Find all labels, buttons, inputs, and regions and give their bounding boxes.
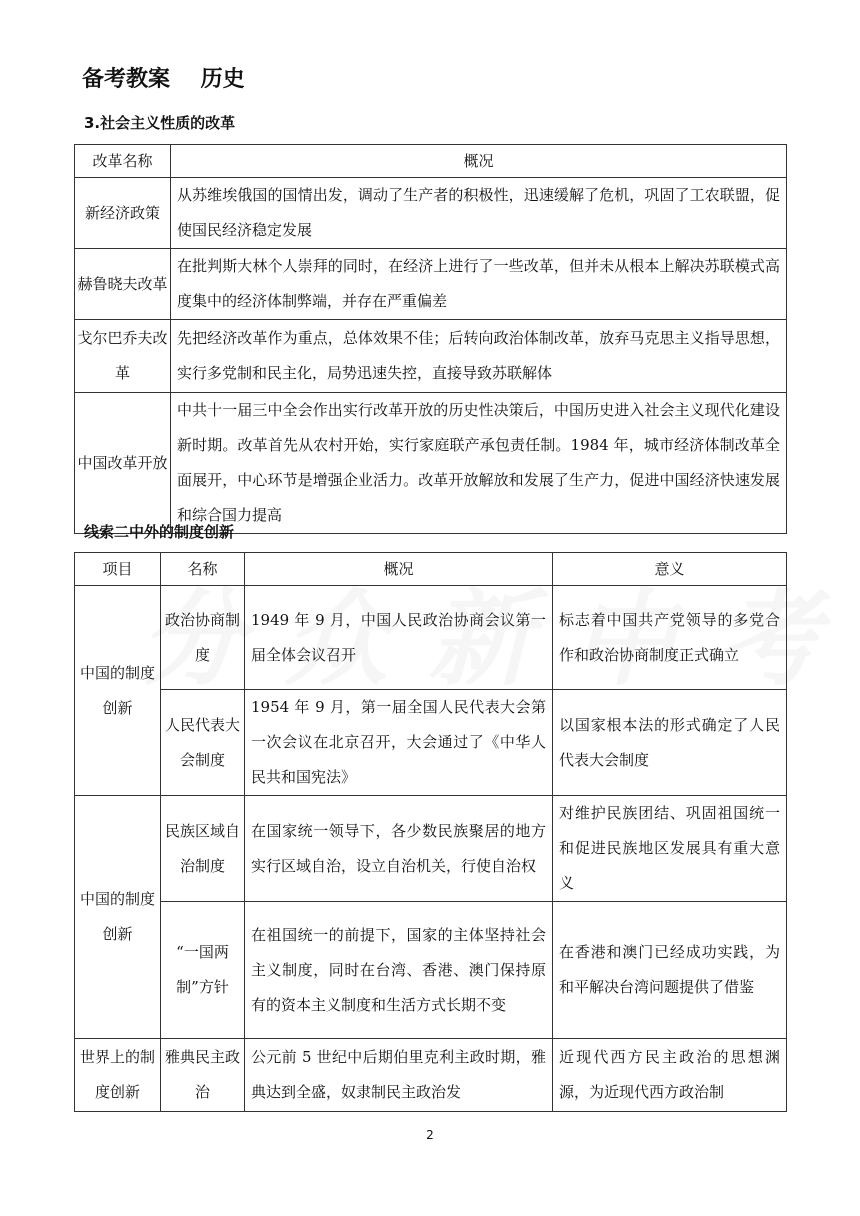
table-row xyxy=(75,393,787,534)
table-header-row xyxy=(75,145,787,178)
institution-significance: 对维护民族团结、巩固祖国统一和促进民族地区发展具有重大意义 xyxy=(553,796,787,902)
institution-name: 人民代表大会制度 xyxy=(161,690,245,796)
reform-description: 先把经济改革作为重点，总体效果不佳；后转向政治体制改革，放弃马克思主义指导思想，实行多党制和民主化，局势迅速失控，直接导致苏联解体 xyxy=(171,320,787,393)
institution-significance: 在香港和澳门已经成功实践，为和平解决台湾问题提供了借鉴 xyxy=(553,902,787,1039)
institution-overview: 在国家统一领导下，各少数民族聚居的地方实行区域自治，设立自治机关，行使自治权 xyxy=(245,796,553,902)
column-header: 意义 xyxy=(553,553,787,586)
column-header: 概况 xyxy=(171,145,787,178)
page-number: 2 xyxy=(426,1128,434,1142)
table-row xyxy=(75,320,787,393)
institution-significance: 以国家根本法的形式确定了人民代表大会制度 xyxy=(553,690,787,796)
table-header-row xyxy=(75,553,787,586)
reform-name: 赫鲁晓夫改革 xyxy=(75,249,171,320)
section-title-reforms: 3.社会主义性质的改革 xyxy=(84,114,236,132)
institution-overview: 1949 年 9 月，中国人民政治协商会议第一届全体会议召开 xyxy=(245,586,553,690)
institution-overview: 公元前 5 世纪中后期伯里克利主政时期，雅典达到全盛，奴隶制民主政治发 xyxy=(245,1039,553,1112)
table-row xyxy=(75,1039,787,1112)
column-header: 项目 xyxy=(75,553,161,586)
table-row xyxy=(75,586,787,690)
reform-name: 新经济政策 xyxy=(75,178,171,249)
section-title-institutions: 线索二中外的制度创新 xyxy=(84,523,235,541)
table-row xyxy=(75,796,787,902)
reform-description: 在批判斯大林个人崇拜的同时，在经济上进行了一些改革，但并未从根本上解决苏联模式高度集中的经济体制弊端，并存在严重偏差 xyxy=(171,249,787,320)
institutions-table xyxy=(74,552,787,1112)
institution-significance: 标志着中国共产党领导的多党合作和政治协商制度正式确立 xyxy=(553,586,787,690)
institution-significance: 近现代西方民主政治的思想渊源，为近现代西方政治制 xyxy=(553,1039,787,1112)
institution-name: “一国两制”方针 xyxy=(161,902,245,1039)
institution-name: 政治协商制度 xyxy=(161,586,245,690)
institution-name: 民族区域自治制度 xyxy=(161,796,245,902)
table-row xyxy=(75,690,787,796)
reform-description: 中共十一届三中全会作出实行改革开放的历史性决策后，中国历史进入社会主义现代化建设新时期。改革首先从农村开始，实行家庭联产承包责任制。1984 年，城市经济体制改革全面展开，中心环节是增强企业活力。改革开放解放和发展了生产力，促进中国经济快速发展和综合国力提高 xyxy=(171,393,787,534)
project-cell: 中国的制度创新 xyxy=(75,586,161,796)
table-row xyxy=(75,249,787,320)
reform-name: 戈尔巴乔夫改革 xyxy=(75,320,171,393)
institution-overview: 1954 年 9 月，第一届全国人民代表大会第一次会议在北京召开，大会通过了《中华人民共和国宪法》 xyxy=(245,690,553,796)
project-cell: 中国的制度创新 xyxy=(75,796,161,1039)
column-header: 概况 xyxy=(245,553,553,586)
reform-description: 从苏维埃俄国的国情出发，调动了生产者的积极性，迅速缓解了危机，巩固了工农联盟，促使国民经济稳定发展 xyxy=(171,178,787,249)
table-row xyxy=(75,902,787,1039)
column-header: 名称 xyxy=(161,553,245,586)
column-header: 改革名称 xyxy=(75,145,171,178)
institution-name: 雅典民主政治 xyxy=(161,1039,245,1112)
project-cell: 世界上的制度创新 xyxy=(75,1039,161,1112)
table-row xyxy=(75,178,787,249)
reforms-table xyxy=(74,144,787,534)
institution-overview: 在祖国统一的前提下，国家的主体坚持社会主义制度，同时在台湾、香港、澳门保持原有的资本主义制度和生活方式长期不变 xyxy=(245,902,553,1039)
reform-name: 中国改革开放 xyxy=(75,393,171,534)
page-header: 备考教案 历史 xyxy=(82,67,245,92)
